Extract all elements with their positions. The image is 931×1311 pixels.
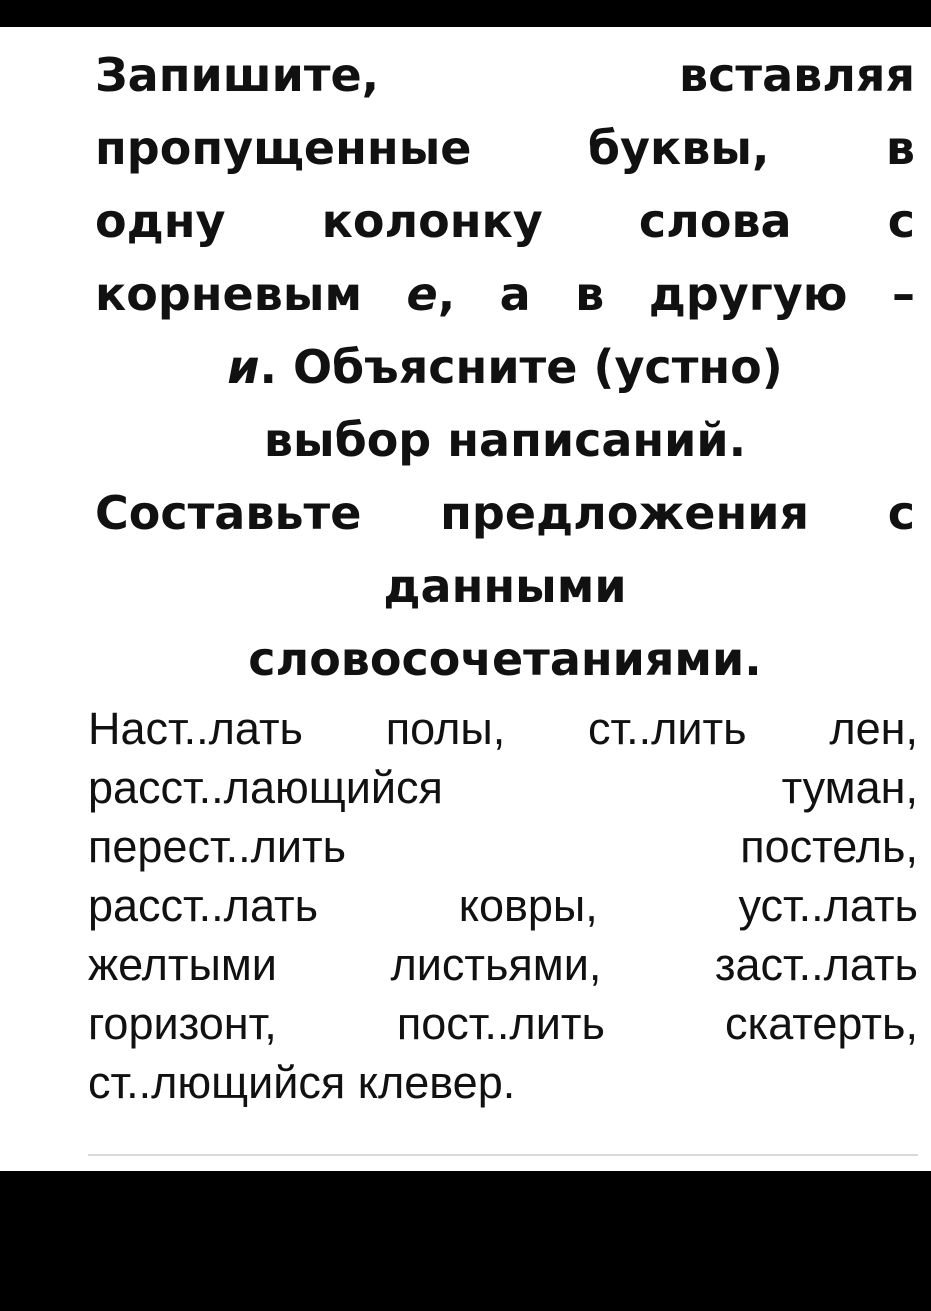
word-line: ст..лющийся клевер. <box>88 1057 516 1108</box>
word-text: расст..лающийся <box>88 762 443 813</box>
task-line <box>95 331 915 404</box>
word-line: расст..лать ковры, уст..лать <box>88 880 918 931</box>
word-line <box>88 758 918 817</box>
task-line: пропущенные буквы, в <box>95 121 915 175</box>
task-line: одну колонку слова с <box>95 194 915 248</box>
word-line: горизонт, пост..лить скатерть, <box>88 998 918 1049</box>
task-line: Составьте предложения с <box>95 486 915 540</box>
task-line: Запишите, вставляя <box>95 48 915 102</box>
task-instruction <box>95 39 915 696</box>
word-line <box>88 817 918 876</box>
word-text: перест..лить <box>88 821 347 872</box>
task-text: корневым <box>95 267 407 321</box>
word-line: Наст..лать полы, ст..лить лен, <box>88 703 918 754</box>
task-line: данными <box>383 559 627 613</box>
task-letter-i: и <box>227 340 260 394</box>
task-line: выбор написаний. <box>263 413 747 467</box>
task-line: словосочетаниями. <box>248 632 762 686</box>
word-line: желтыми листьями, заст..лать <box>88 939 918 990</box>
task-letter-e: е <box>406 267 438 321</box>
word-text: постель, <box>740 821 918 872</box>
divider <box>88 1154 918 1156</box>
task-text: . Объясните (устно) <box>259 340 783 394</box>
task-text: , а в другую – <box>437 267 915 321</box>
page <box>0 27 931 1171</box>
word-list <box>88 699 918 1112</box>
word-text: туман, <box>781 762 918 813</box>
task-line <box>95 258 915 331</box>
